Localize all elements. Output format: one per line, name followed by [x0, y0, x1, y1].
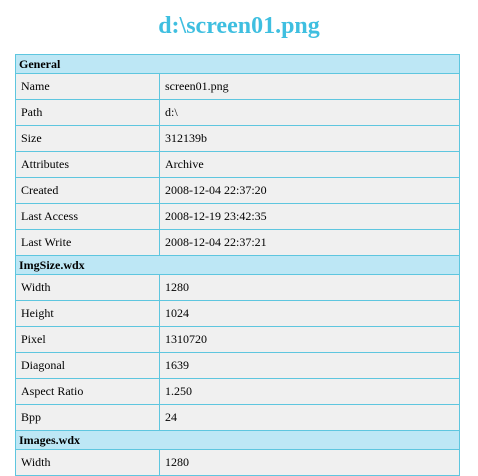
property-key: Size — [16, 126, 160, 152]
property-key: Width — [16, 450, 160, 476]
property-value: Archive — [160, 152, 460, 178]
table-row — [16, 74, 460, 100]
property-value: 1280 — [160, 275, 460, 301]
property-value: screen01.png — [160, 74, 460, 100]
property-key: Path — [16, 100, 160, 126]
section-header-imgsize — [16, 256, 460, 275]
property-key: Attributes — [16, 152, 160, 178]
table-row — [16, 301, 460, 327]
property-value: 2008-12-04 22:37:21 — [160, 230, 460, 256]
table-row — [16, 152, 460, 178]
property-key: Width — [16, 275, 160, 301]
table-row — [16, 327, 460, 353]
property-value: 1280 — [160, 450, 460, 476]
table-row — [16, 230, 460, 256]
table-row — [16, 405, 460, 431]
property-value: 24 — [160, 405, 460, 431]
property-key: Bpp — [16, 405, 160, 431]
property-key: Last Write — [16, 230, 160, 256]
property-key: Height — [16, 301, 160, 327]
property-value: 2008-12-04 22:37:20 — [160, 178, 460, 204]
section-header-images — [16, 431, 460, 450]
section-title: General — [16, 55, 460, 74]
section-title: ImgSize.wdx — [16, 256, 460, 275]
properties-table — [15, 54, 460, 476]
property-value: d:\ — [160, 100, 460, 126]
property-value: 1639 — [160, 353, 460, 379]
table-row — [16, 353, 460, 379]
table-row — [16, 100, 460, 126]
property-key: Created — [16, 178, 160, 204]
property-key: Pixel — [16, 327, 160, 353]
section-header-general — [16, 55, 460, 74]
property-value: 1.250 — [160, 379, 460, 405]
property-value: 1310720 — [160, 327, 460, 353]
property-key: Last Access — [16, 204, 160, 230]
table-row — [16, 450, 460, 476]
property-key: Diagonal — [16, 353, 160, 379]
table-row — [16, 126, 460, 152]
table-row — [16, 204, 460, 230]
table-row — [16, 178, 460, 204]
table-row — [16, 275, 460, 301]
property-key: Aspect Ratio — [16, 379, 160, 405]
property-value: 312139b — [160, 126, 460, 152]
property-value: 2008-12-19 23:42:35 — [160, 204, 460, 230]
page-title: d:\screen01.png — [158, 13, 320, 39]
property-key: Name — [16, 74, 160, 100]
table-row — [16, 379, 460, 405]
section-title: Images.wdx — [16, 431, 460, 450]
property-value: 1024 — [160, 301, 460, 327]
